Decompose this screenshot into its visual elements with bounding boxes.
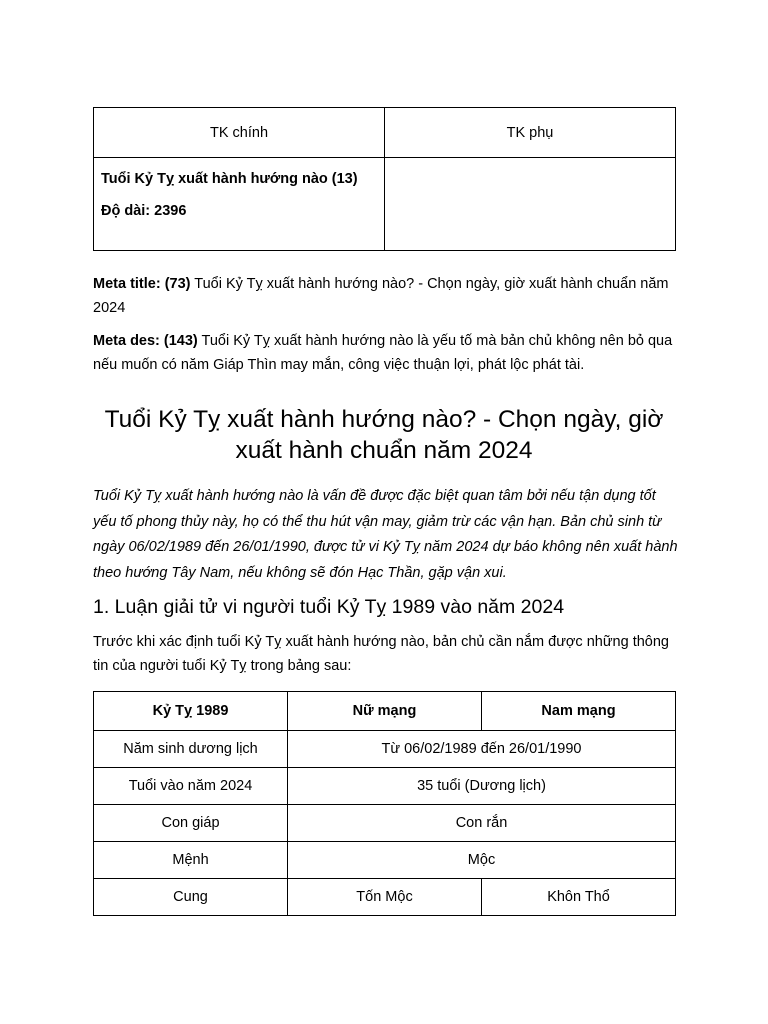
row-value: Từ 06/02/1989 đến 26/01/1990	[288, 731, 676, 768]
section-heading: 1. Luận giải tử vi người tuổi Kỷ Tỵ 1989 vào năm 2024	[93, 596, 565, 618]
row-label: Cung	[94, 879, 288, 916]
row-label: Mệnh	[94, 842, 288, 879]
sub-keyword-cell	[385, 158, 676, 251]
table-row	[94, 768, 676, 805]
article-title: Tuổi Kỷ Tỵ xuất hành hướng nào? - Chọn ngày, giờ xuất hành chuẩn năm 2024	[104, 406, 664, 464]
meta-description	[93, 329, 683, 377]
meta-title	[93, 272, 683, 320]
main-keyword: Tuổi Kỷ Tỵ xuất hành hướng nào (13)	[101, 171, 358, 187]
table-header-row	[94, 692, 676, 731]
meta-des-label: Meta des: (143)	[93, 333, 198, 349]
table-header-cell: Nam mạng	[482, 692, 676, 731]
keyword-table	[93, 107, 676, 251]
main-keyword-header: TK chính	[94, 108, 385, 158]
row-label: Con giáp	[94, 805, 288, 842]
row-label: Năm sinh dương lịch	[94, 731, 288, 768]
row-value: Con rắn	[288, 805, 676, 842]
table-header-cell: Nữ mạng	[288, 692, 482, 731]
main-keyword-cell	[94, 158, 385, 251]
table-row	[94, 805, 676, 842]
table-row	[94, 879, 676, 916]
row-value: 35 tuổi (Dương lịch)	[288, 768, 676, 805]
table-row	[94, 842, 676, 879]
row-value-male: Khôn Thổ	[482, 879, 676, 916]
sub-keyword-header: TK phụ	[385, 108, 676, 158]
length-value: Độ dài: 2396	[101, 203, 187, 219]
row-label: Tuổi vào năm 2024	[94, 768, 288, 805]
table-header-cell: Kỷ Tỵ 1989	[94, 692, 288, 731]
meta-title-label: Meta title: (73)	[93, 276, 191, 292]
intro-paragraph: Tuổi Kỷ Tỵ xuất hành hướng nào là vấn đề được đặc biệt quan tâm bởi nếu tận dụng tốt yếu tố phong thủy này, họ có thể thu hút vận may, giảm trừ các vận hạn. Bản chủ sinh từ ngày 06/02/1989 đến 26/01/1990, được tử vi Kỷ Tỵ năm 2024 dự báo không nên xuất hành theo hướng Tây Nam, nếu không sẽ đón Hạc Thần, gặp vận xui.	[93, 488, 678, 581]
meta-title-text: Tuổi Kỷ Tỵ xuất hành hướng nào? - Chọn ngày, giờ xuất hành chuẩn năm 2024	[93, 276, 669, 316]
info-table	[93, 691, 676, 916]
table-row	[94, 731, 676, 768]
row-value-female: Tốn Mộc	[288, 879, 482, 916]
section-paragraph: Trước khi xác định tuổi Kỷ Tỵ xuất hành hướng nào, bản chủ cần nắm được những thông tin của người tuổi Kỷ Tỵ trong bảng sau:	[93, 634, 669, 674]
meta-des-text: Tuổi Kỷ Tỵ xuất hành hướng nào là yếu tố mà bản chủ không nên bỏ qua nếu muốn có năm Giáp Thìn may mắn, công việc thuận lợi, phát lộc phát tài.	[93, 333, 673, 373]
row-value: Mộc	[288, 842, 676, 879]
